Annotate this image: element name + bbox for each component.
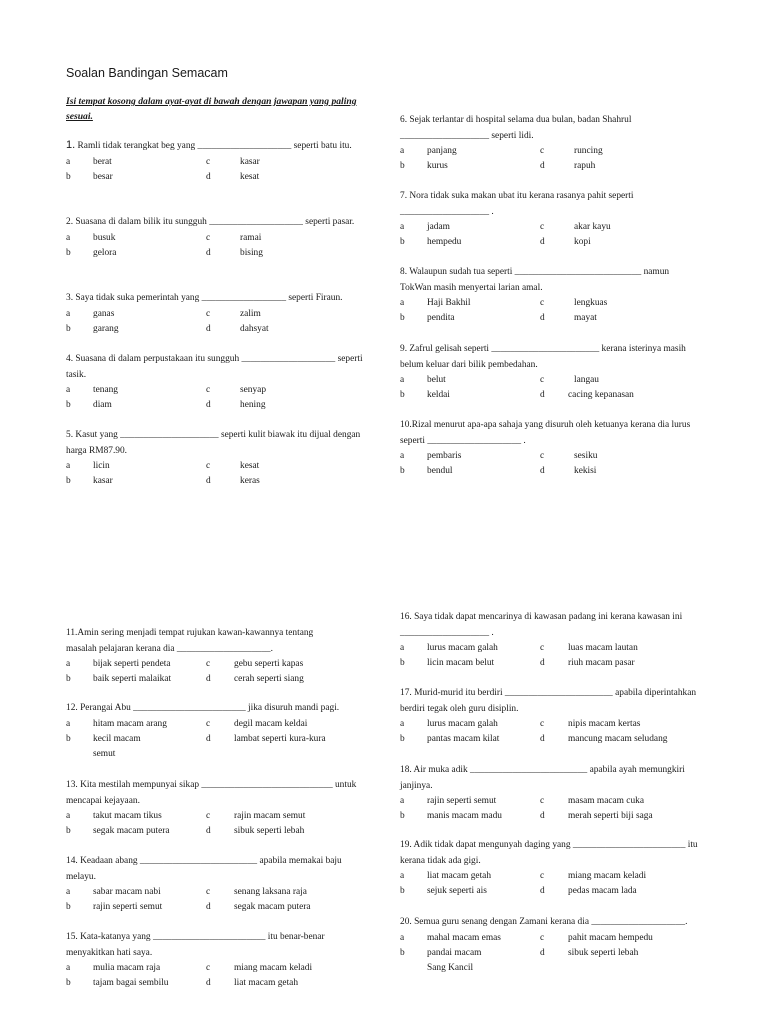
option-answer: bijak seperti pendeta: [93, 659, 171, 669]
question-text: [66, 854, 366, 885]
option-answer: belut: [427, 375, 446, 385]
option-continuation: Sang Kancil: [427, 963, 474, 974]
option-answer: sesiku: [574, 451, 598, 461]
option-letter: b: [400, 811, 405, 822]
option-letter: a: [66, 385, 71, 395]
answer-options: [66, 809, 366, 840]
option-answer: kekisi: [574, 466, 597, 477]
option-letter: c: [540, 871, 545, 881]
option-answer: hening: [240, 400, 266, 411]
question-body: 18. Air muka adik _________________________ apabila ayah memungkiri janjinya.: [400, 765, 685, 791]
option-letter: d: [540, 658, 545, 669]
option-letter: d: [540, 947, 545, 958]
option-letter: d: [206, 400, 211, 411]
option-answer: lurus macam galah: [427, 643, 498, 653]
option-letter: d: [206, 476, 211, 487]
option-answer: baik seperti malaikat: [93, 674, 172, 685]
option-letter: b: [400, 313, 405, 324]
option-letter: a: [66, 963, 71, 973]
question-text: [66, 778, 366, 809]
question-body: 19. Adik tidak dapat mengunyah daging yang ________________________ itu kerana tidak ada gigi.: [400, 840, 698, 866]
option-answer: manis macam madu: [427, 811, 502, 822]
option-letter: b: [66, 674, 71, 685]
option-answer: liat macam getah: [427, 871, 492, 881]
option-answer: pembaris: [427, 451, 462, 461]
question-20: [400, 915, 700, 976]
column-bottom-left: [66, 0, 376, 1024]
option-letter: d: [540, 811, 545, 822]
option-letter: b: [400, 466, 405, 477]
option-letter: d: [206, 674, 211, 685]
option-row: [400, 946, 700, 961]
option-letter: d: [206, 733, 211, 744]
option-answer: gelora: [93, 247, 117, 258]
option-answer: tenang: [93, 385, 118, 395]
option-letter: c: [206, 385, 211, 395]
option-row: [400, 732, 700, 747]
option-continuation: semut: [93, 749, 116, 760]
option-letter: a: [400, 796, 405, 806]
question-text: [66, 701, 366, 717]
option-letter: c: [540, 796, 545, 806]
option-row: [66, 717, 366, 732]
option-letter: d: [540, 313, 545, 324]
instructions: Isi tempat kosong dalam ayat-ayat di bawah dengan jawapan yang paling sesuai.: [66, 96, 357, 122]
option-answer: rajin macam semut: [234, 811, 306, 821]
option-answer: bising: [240, 247, 263, 258]
option-answer: sabar macam nabi: [93, 887, 161, 897]
option-row: [400, 931, 700, 946]
option-answer: jadam: [427, 222, 450, 232]
question-body: Ramli tidak terangkat beg yang ____________________ seperti batu itu.: [75, 141, 352, 151]
option-answer: mancung macam seludang: [568, 734, 668, 745]
question-15: [66, 930, 356, 992]
option-letter: a: [66, 659, 71, 669]
option-letter: a: [66, 308, 71, 319]
option-answer: ramai: [240, 232, 262, 243]
answer-options: [400, 869, 700, 900]
option-letter: a: [66, 156, 71, 167]
option-answer: keras: [240, 476, 260, 487]
option-answer: zalim: [240, 308, 261, 319]
option-letter: b: [400, 161, 405, 172]
option-letter: c: [206, 232, 211, 243]
option-answer: ganas: [93, 308, 115, 319]
option-letter: a: [66, 461, 71, 471]
option-letter: a: [400, 298, 405, 308]
option-answer: takut macam tikus: [93, 811, 162, 821]
page-title: Soalan Bandingan Semacam: [66, 66, 228, 80]
option-answer: pedas macam lada: [568, 886, 637, 897]
option-letter: b: [66, 978, 71, 989]
option-answer: runcing: [574, 146, 603, 156]
option-answer: besar: [93, 171, 113, 182]
option-answer: miang macam keladi: [234, 963, 313, 973]
option-letter: b: [400, 658, 405, 669]
option-answer: senang laksana raja: [234, 887, 307, 897]
option-answer: licin: [93, 461, 110, 471]
option-row: [66, 976, 356, 991]
option-answer: rapuh: [574, 161, 596, 172]
question-body: 9. Zafrul gelisah seperti _______________________ kerana isterinya masih belum keluar dari bilik pembedahan.: [400, 344, 686, 370]
option-letter: d: [206, 978, 211, 989]
question-body: 2. Suasana di dalam bilik itu sungguh ____________________ seperti pasar.: [66, 217, 355, 227]
option-letter: b: [400, 947, 405, 958]
option-letter: c: [540, 222, 545, 232]
option-answer: cacing kepanasan: [568, 390, 634, 401]
option-row: [66, 657, 346, 672]
option-letter: a: [66, 718, 71, 729]
option-answer: hempedu: [427, 237, 462, 248]
option-answer: degil macam keldai: [234, 718, 308, 729]
question-body: 10.Rizal menurut apa-apa sahaja yang disuruh oleh ketuanya kerana dia lurus seperti ____________________ .: [400, 420, 691, 446]
option-answer: pahit macam hempedu: [568, 932, 653, 943]
question-18: [400, 763, 700, 825]
answer-options: [400, 641, 700, 672]
option-answer: diam: [93, 400, 112, 411]
option-letter: c: [206, 963, 211, 973]
option-answer: busuk: [93, 232, 116, 243]
option-row: [66, 672, 346, 687]
option-letter: d: [206, 826, 211, 837]
option-row: [400, 717, 700, 732]
option-answer: kasar: [240, 156, 260, 167]
option-answer: kasar: [93, 476, 113, 487]
option-letter: d: [540, 466, 545, 477]
option-letter: c: [540, 146, 545, 156]
option-answer: akar kayu: [574, 222, 611, 232]
option-answer: bendul: [427, 466, 453, 477]
question-body: 17. Murid-murid itu berdiri _______________________ apabila diperintahkan berdiri tegak oleh guru disiplin.: [400, 688, 697, 714]
option-answer: hitam macam arang: [93, 718, 167, 729]
option-letter: b: [66, 826, 71, 837]
option-answer: lurus macam galah: [427, 719, 498, 729]
question-body: 6. Sejak terlantar di hospital selama dua bulan, badan Shahrul ___________________ seperti lidi.: [400, 115, 632, 141]
option-letter: a: [400, 146, 405, 156]
option-answer: pendita: [427, 313, 455, 324]
option-letter: c: [540, 451, 545, 461]
question-text: [400, 763, 700, 794]
answer-options: [66, 961, 356, 992]
option-letter: a: [400, 719, 405, 729]
option-letter: b: [66, 476, 71, 487]
option-letter: d: [206, 171, 211, 182]
answer-options: [400, 794, 700, 825]
option-answer: merah seperti biji saga: [568, 811, 653, 822]
option-letter: d: [540, 237, 545, 248]
answer-options: [400, 717, 700, 748]
column-bottom-right: [400, 0, 710, 1024]
option-letter: c: [540, 375, 545, 385]
option-letter: a: [66, 232, 71, 243]
option-letter: c: [206, 156, 211, 167]
option-row: [66, 900, 366, 915]
option-answer: nipis macam kertas: [568, 719, 641, 729]
option-letter: b: [400, 886, 405, 897]
question-body: 15. Kata-katanya yang ________________________ itu benar-benar menyakitkan hati saya.: [66, 932, 325, 958]
question-text: [400, 915, 700, 931]
option-letter: c: [206, 659, 211, 669]
option-answer: dahsyat: [240, 323, 269, 334]
option-answer: riuh macam pasar: [568, 658, 635, 669]
option-letter: a: [66, 887, 71, 897]
option-letter: d: [540, 886, 545, 897]
option-answer: cerah seperti siang: [234, 674, 304, 685]
option-letter: b: [400, 237, 405, 248]
question-body: 14. Keadaan abang _________________________ apabila memakai baju melayu.: [66, 856, 342, 882]
option-answer: rajin seperti semut: [427, 796, 497, 806]
option-answer: segak macam putera: [234, 902, 311, 913]
option-answer: kesat: [240, 171, 260, 182]
option-letter: c: [540, 719, 545, 729]
option-answer: sibuk seperti lebah: [234, 826, 305, 837]
option-answer: sibuk seperti lebah: [568, 947, 639, 958]
option-letter: c: [540, 932, 545, 943]
option-answer: Haji Bakhil: [427, 298, 471, 308]
option-row: [400, 641, 700, 656]
option-letter: b: [66, 323, 71, 334]
option-letter: b: [400, 390, 405, 401]
question-text: [66, 930, 356, 961]
option-row: [400, 794, 700, 809]
question-19: [400, 838, 700, 900]
option-answer: rajin seperti semut: [93, 902, 163, 913]
option-row: [400, 884, 700, 899]
option-answer: senyap: [240, 385, 267, 395]
option-letter: b: [66, 171, 71, 182]
question-body: 11.Amin sering menjadi tempat rujukan kawan-kawannya tentang masalah pelajaran kerana dia ____________________.: [66, 628, 314, 654]
option-answer: pandai macam: [427, 947, 482, 958]
option-answer: lambat seperti kura-kura: [234, 733, 326, 744]
option-answer: kopi: [574, 237, 591, 248]
question-17: [400, 686, 700, 748]
answer-options: [66, 657, 346, 688]
option-answer: kesat: [240, 461, 260, 471]
option-letter: d: [206, 247, 211, 258]
option-answer: sejuk seperti ais: [427, 886, 487, 897]
option-letter: c: [206, 887, 211, 897]
option-letter: b: [66, 247, 71, 258]
question-number: 1.: [66, 139, 76, 151]
option-answer: keldai: [427, 390, 450, 401]
option-answer: mahal macam emas: [427, 932, 501, 943]
question-body: 7. Nora tidak suka makan ubat itu kerana rasanya pahit seperti ___________________ .: [400, 191, 634, 217]
question-body: 13. Kita mestilah mempunyai sikap ____________________________ untuk mencapai kejayaan.: [66, 780, 357, 806]
option-row: [66, 824, 366, 839]
option-letter: a: [400, 451, 405, 461]
option-answer: licin macam belut: [427, 658, 495, 669]
option-letter: c: [540, 298, 545, 308]
option-answer: miang macam keladi: [568, 871, 647, 881]
option-letter: b: [66, 902, 71, 913]
option-answer: luas macam lautan: [568, 643, 638, 653]
option-letter: a: [400, 643, 405, 653]
question-16: [400, 610, 700, 672]
answer-options: [400, 931, 700, 962]
option-letter: a: [400, 222, 405, 232]
option-answer: segak macam putera: [93, 826, 170, 837]
option-letter: d: [206, 323, 211, 334]
option-letter: b: [400, 734, 405, 745]
option-letter: b: [66, 400, 71, 411]
question-12: [66, 701, 366, 762]
option-letter: c: [206, 811, 211, 821]
question-text: [66, 626, 346, 657]
option-letter: a: [400, 375, 405, 385]
option-letter: a: [66, 811, 71, 821]
option-answer: tajam bagai sembilu: [93, 978, 169, 989]
option-row: [66, 732, 366, 747]
option-answer: gebu seperti kapas: [234, 659, 304, 669]
option-letter: a: [400, 932, 405, 943]
question-text: [400, 686, 700, 717]
question-body: 16. Saya tidak dapat mencarinya di kawasan padang ini kerana kawasan ini ___________________ .: [400, 612, 683, 638]
question-14: [66, 854, 366, 916]
option-answer: panjang: [427, 146, 457, 156]
answer-options: [66, 717, 366, 748]
option-row: [400, 656, 700, 671]
option-letter: b: [66, 733, 71, 744]
question-11: [66, 626, 346, 688]
option-answer: berat: [93, 156, 112, 167]
question-body: 8. Walaupun sudah tua seperti ___________________________ namun TokWan masih menyertai larian amal.: [400, 267, 670, 293]
option-answer: lengkuas: [574, 298, 608, 308]
question-text: [400, 610, 700, 641]
option-letter: c: [540, 643, 545, 653]
option-answer: mulia macam raja: [93, 963, 161, 973]
option-letter: c: [206, 461, 211, 471]
option-letter: a: [400, 871, 405, 881]
option-row: [66, 809, 366, 824]
option-letter: c: [206, 308, 211, 319]
option-letter: d: [206, 902, 211, 913]
question-body: 5. Kasut yang _____________________ seperti kulit biawak itu dijual dengan harga RM87.90.: [66, 430, 361, 456]
option-answer: garang: [93, 323, 119, 334]
question-text: [400, 838, 700, 869]
option-answer: masam macam cuka: [568, 796, 645, 806]
question-body: 20. Semua guru senang dengan Zamani kerana dia ____________________.: [400, 917, 688, 927]
question-13: [66, 778, 366, 840]
option-answer: kurus: [427, 161, 448, 172]
option-letter: d: [540, 734, 545, 745]
option-row: [66, 885, 366, 900]
option-answer: mayat: [574, 313, 597, 324]
question-body: 12. Perangai Abu ________________________ jika disuruh mandi pagi.: [66, 703, 340, 713]
option-row: [66, 961, 356, 976]
answer-options: [66, 885, 366, 916]
option-answer: pantas macam kilat: [427, 734, 500, 745]
option-answer: kecil macam: [93, 733, 141, 744]
option-row: [400, 869, 700, 884]
option-row: [400, 809, 700, 824]
question-body: 4. Suasana di dalam perpustakaan itu sungguh ____________________ seperti tasik.: [66, 354, 363, 380]
option-letter: d: [540, 390, 545, 401]
option-answer: langau: [574, 375, 599, 385]
option-answer: liat macam getah: [234, 978, 299, 989]
option-letter: c: [206, 718, 211, 729]
option-letter: d: [540, 161, 545, 172]
question-body: 3. Saya tidak suka pemerintah yang __________________ seperti Firaun.: [66, 293, 343, 303]
